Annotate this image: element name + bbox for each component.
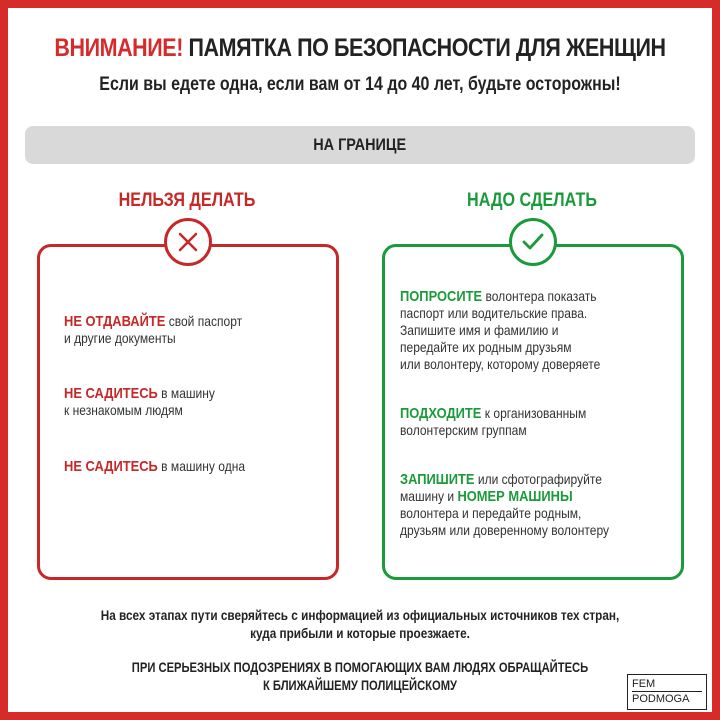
page-subtitle: Если вы едете одна, если вам от 14 до 40 лет, будьте осторожны! [99, 74, 621, 95]
footer-line-2: куда прибыли и которые проезжаете. [250, 625, 470, 641]
footer-warning [72, 658, 648, 694]
logo-line-2: PODMOGA [632, 691, 702, 706]
do-item-3-text: или сфотографируйте [474, 471, 602, 487]
dont-item-1-line2: и другие документы [64, 330, 176, 346]
dont-card [37, 244, 339, 580]
do-item-2-line: волонтерским группам [400, 422, 527, 438]
do-item-1-line: передайте их родным друзьям [400, 339, 572, 355]
dont-item-2-text: в машину [157, 385, 215, 401]
footer-note [58, 606, 663, 642]
do-item-1-text: волонтера показать [482, 288, 597, 304]
dont-heading: НЕЛЬЗЯ ДЕЛАТЬ [118, 190, 256, 211]
do-item-1-highlight: ПОПРОСИТЕ [400, 288, 483, 305]
dont-item-3-text: в машину одна [157, 458, 246, 474]
do-item-1-line: или волонтеру, которому доверяете [400, 356, 601, 372]
brand-logo [627, 674, 707, 710]
footer-line-1: На всех этапах пути сверяйтесь с информацией из официальных источников тех стран, [100, 607, 620, 623]
dont-item-2-highlight: НЕ САДИТЕСЬ [64, 385, 158, 402]
do-item-3-highlight-2: НОМЕР МАШИНЫ [457, 488, 573, 505]
dont-item-2 [64, 385, 215, 419]
section-label: НА ГРАНИЦЕ [313, 135, 407, 154]
dont-item-3 [64, 458, 245, 475]
do-item-1-line: паспорт или водительские права. [400, 305, 588, 321]
section-bar [25, 126, 695, 164]
page-title [50, 34, 669, 63]
do-item-1 [400, 288, 600, 373]
do-item-3-highlight: ЗАПИШИТЕ [400, 471, 475, 488]
title-text: ПАМЯТКА ПО БЕЗОПАСНОСТИ ДЛЯ ЖЕНЩИН [188, 34, 666, 62]
dont-item-3-highlight: НЕ САДИТЕСЬ [64, 458, 158, 475]
do-item-2-highlight: ПОДХОДИТЕ [400, 405, 482, 422]
do-heading: НАДО СДЕЛАТЬ [467, 190, 597, 211]
do-item-3-line2-pre: машину и [400, 488, 458, 504]
footer-line-4: К БЛИЖАЙШЕМУ ПОЛИЦЕЙСКОМУ [262, 677, 458, 693]
do-item-3-line: волонтера и передайте родным, [400, 505, 582, 521]
do-item-3 [400, 471, 609, 539]
dont-item-2-line2: к незнакомым людям [64, 402, 183, 418]
title-alert: ВНИМАНИЕ! [54, 34, 183, 62]
logo-line-1: FEM [632, 678, 656, 690]
footer-line-3: ПРИ СЕРЬЕЗНЫХ ПОДОЗРЕНИЯХ В ПОМОГАЮЩИХ ВАМ ЛЮДЯХ ОБРАЩАЙТЕСЬ [131, 659, 589, 675]
do-item-2 [400, 405, 586, 439]
do-card [382, 244, 684, 580]
dont-item-1 [64, 313, 242, 347]
cross-icon [164, 218, 212, 266]
do-item-1-line: Запишите имя и фамилию и [400, 322, 559, 338]
dont-item-1-highlight: НЕ ОТДАВАЙТЕ [64, 313, 166, 330]
check-icon [509, 218, 557, 266]
do-item-3-line: друзьям или доверенному волонтеру [400, 522, 610, 538]
dont-item-1-text: свой паспорт [165, 313, 243, 329]
do-item-2-text: к организованным [481, 405, 587, 421]
